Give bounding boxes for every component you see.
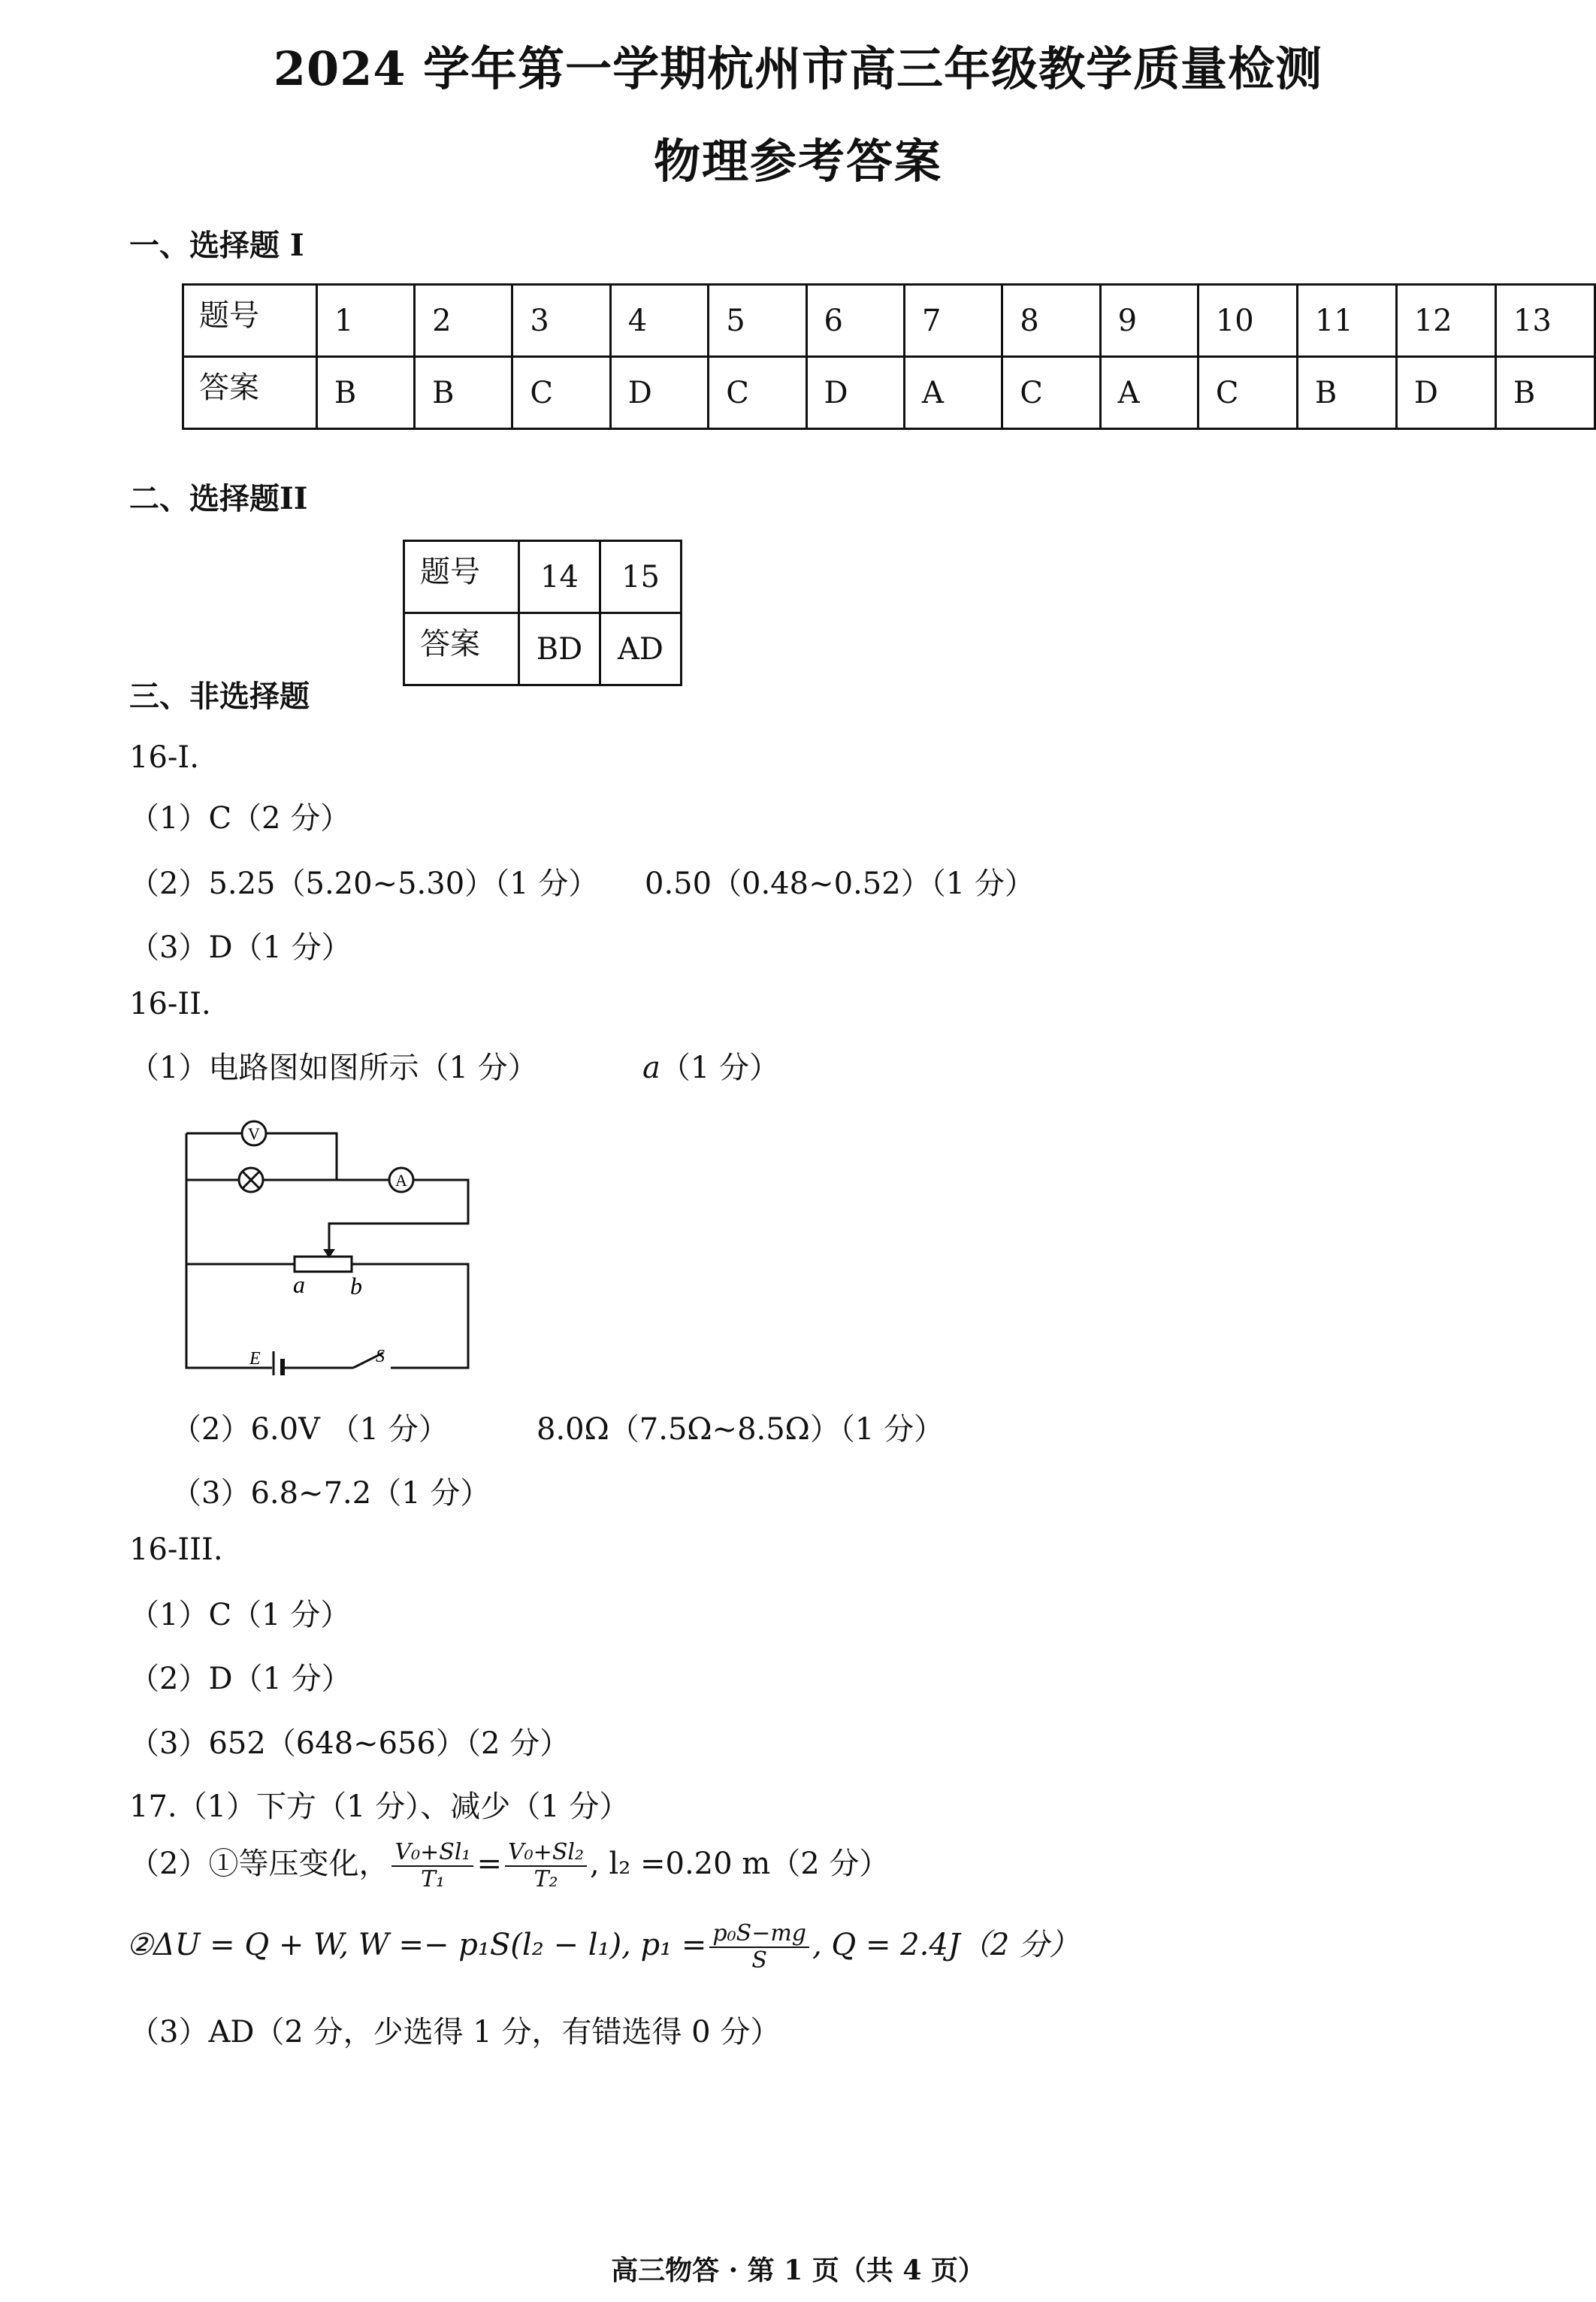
question-number: 5 bbox=[709, 285, 806, 357]
formula-prefix: ②ΔU = Q + W, W =− p₁S(l₂ − l₁), p₁ = bbox=[126, 1928, 707, 1962]
lamp-icon bbox=[239, 1168, 263, 1192]
page-footer: 高三物答 · 第 1 页（共 4 页） bbox=[611, 2255, 985, 2286]
answer-cell: AD bbox=[600, 613, 682, 685]
formula-suffix: , Q = 2.4J（2 分） bbox=[812, 1928, 1079, 1962]
question-number: 3 bbox=[512, 285, 610, 357]
switch-label: S bbox=[376, 1347, 385, 1366]
ammeter-icon bbox=[389, 1168, 413, 1192]
table-row bbox=[183, 285, 1595, 357]
fraction bbox=[505, 1840, 587, 1892]
question-number: 11 bbox=[1297, 285, 1396, 357]
page-subtitle: 物理参考答案 bbox=[653, 134, 942, 189]
answer-cell: C bbox=[1002, 357, 1100, 429]
q16-1-answer-2a: （2）5.25（5.20~5.30）（1 分） bbox=[129, 867, 599, 901]
fraction-denominator: S bbox=[751, 1947, 767, 1974]
row-label: 题号 bbox=[183, 285, 317, 357]
answer-cell: B bbox=[316, 357, 414, 429]
question-number: 14 bbox=[519, 541, 600, 613]
answer-cell: A bbox=[905, 357, 1002, 429]
fraction-denominator: T₂ bbox=[534, 1866, 558, 1892]
question-number: 13 bbox=[1495, 285, 1594, 357]
circuit-diagram bbox=[173, 1105, 488, 1375]
q16-2-answer-1a: （1）电路图如图所示（1 分） bbox=[129, 1051, 538, 1085]
q16-1-answer-1: （1）C（2 分） bbox=[129, 801, 351, 836]
equals-sign: = bbox=[476, 1847, 502, 1881]
answer-cell: D bbox=[806, 357, 904, 429]
answer-cell: BD bbox=[519, 613, 600, 685]
answer-cell: D bbox=[1396, 357, 1495, 429]
switch-icon bbox=[376, 1347, 385, 1366]
answer-cell: B bbox=[1297, 357, 1396, 429]
fraction-denominator: T₁ bbox=[420, 1866, 445, 1892]
question-number: 8 bbox=[1002, 285, 1100, 357]
battery-icon bbox=[249, 1349, 283, 1375]
row-label: 答案 bbox=[404, 613, 519, 685]
question-number: 7 bbox=[905, 285, 1002, 357]
formula-suffix: , l₂ =0.20 m（2 分） bbox=[590, 1847, 890, 1881]
fraction bbox=[391, 1840, 473, 1892]
fraction-numerator: p₀S−mg bbox=[709, 1921, 809, 1948]
answer-cell: A bbox=[1100, 357, 1198, 429]
answer-cell: C bbox=[1198, 357, 1297, 429]
q17-answer-3: （3）AD（2 分，少选得 1 分，有错选得 0 分） bbox=[129, 2015, 781, 2049]
q16-3-label: 16-III. bbox=[129, 1532, 223, 1567]
page-title: 2024 学年第一学期杭州市高三年级教学质量检测 bbox=[273, 41, 1323, 96]
q16-1-answer-2b: 0.50（0.48~0.52）（1 分） bbox=[645, 867, 1035, 901]
formula-prefix: （2）①等压变化， bbox=[129, 1847, 389, 1881]
row-label: 题号 bbox=[404, 541, 519, 613]
answer-cell: B bbox=[415, 357, 512, 429]
answer-cell: C bbox=[512, 357, 610, 429]
q16-2-answer-2b: 8.0Ω（7.5Ω~8.5Ω）（1 分） bbox=[537, 1412, 945, 1447]
points: （1 分） bbox=[660, 1051, 780, 1085]
q16-1-answer-3: （3）D（1 分） bbox=[129, 930, 352, 965]
question-number: 2 bbox=[415, 285, 512, 357]
fraction-numerator: V₀+Sl₂ bbox=[505, 1840, 587, 1867]
voltmeter-icon bbox=[242, 1121, 266, 1145]
table-row bbox=[404, 613, 682, 685]
question-number: 6 bbox=[806, 285, 904, 357]
answer-cell: C bbox=[709, 357, 806, 429]
q16-3-answer-3: （3）652（648~656）（2 分） bbox=[129, 1726, 570, 1761]
row-label: 答案 bbox=[183, 357, 317, 429]
q16-1-label: 16-I. bbox=[129, 740, 199, 775]
section1-heading: 一、选择题 I bbox=[129, 228, 304, 263]
q16-2-answer-3: （3）6.8~7.2（1 分） bbox=[171, 1476, 491, 1511]
question-number: 12 bbox=[1396, 285, 1495, 357]
rheostat-end-b: b bbox=[350, 1272, 362, 1299]
fraction-numerator: V₀+Sl₁ bbox=[391, 1840, 473, 1867]
question-number: 4 bbox=[610, 285, 708, 357]
var-a: a bbox=[642, 1051, 660, 1085]
section3-heading: 三、非选择题 bbox=[129, 679, 310, 714]
answer-table-1 bbox=[182, 283, 1596, 430]
question-number: 9 bbox=[1100, 285, 1198, 357]
question-number: 1 bbox=[316, 285, 414, 357]
table-row bbox=[183, 357, 1595, 429]
answer-cell: B bbox=[1495, 357, 1594, 429]
rheostat-end-a: a bbox=[293, 1271, 305, 1298]
table-row bbox=[404, 541, 682, 613]
rheostat-icon bbox=[293, 1249, 362, 1299]
ammeter-label: A bbox=[395, 1171, 407, 1190]
q16-2-answer-2a: （2）6.0V （1 分） bbox=[171, 1412, 449, 1447]
battery-label: E bbox=[249, 1349, 261, 1369]
q16-3-answer-1: （1）C（1 分） bbox=[129, 1598, 351, 1632]
answer-table-2 bbox=[403, 540, 682, 686]
q17-answer-2b bbox=[126, 1921, 1079, 1974]
q16-2-label: 16-II. bbox=[129, 987, 211, 1021]
fraction bbox=[709, 1921, 809, 1974]
q17-answer-2 bbox=[129, 1840, 889, 1892]
answer-cell: D bbox=[610, 357, 708, 429]
section2-heading: 二、选择题II bbox=[129, 481, 308, 516]
q16-2-answer-1b bbox=[642, 1044, 779, 1087]
q17-answer-1: 17.（1）下方（1 分）、减少（1 分） bbox=[129, 1789, 630, 1824]
question-number: 15 bbox=[600, 541, 682, 613]
voltmeter-label: V bbox=[248, 1124, 260, 1143]
q16-3-answer-2: （2）D（1 分） bbox=[129, 1662, 352, 1696]
question-number: 10 bbox=[1198, 285, 1297, 357]
